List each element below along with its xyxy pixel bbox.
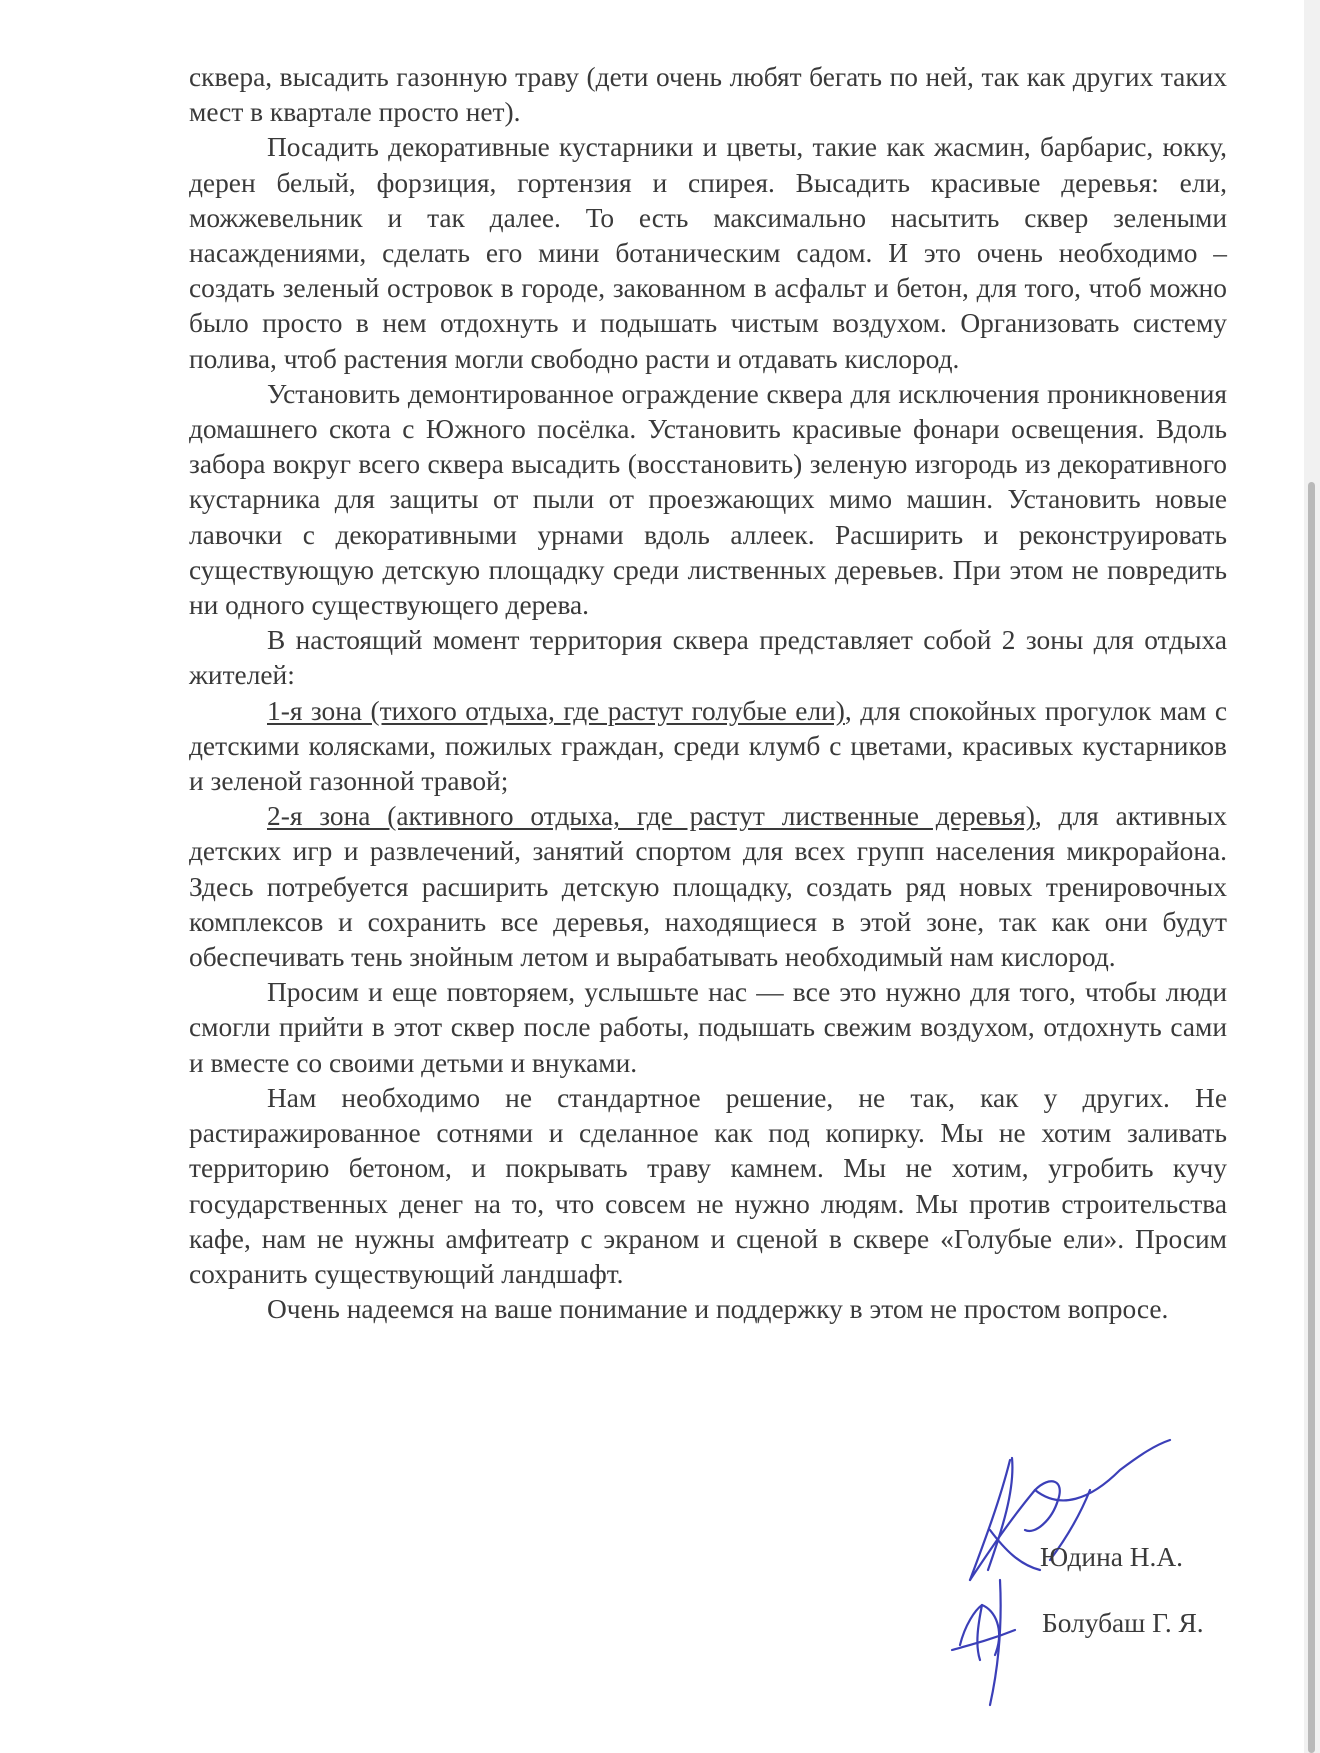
paragraph-4: В настоящий момент территория сквера представляет собой 2 зоны для отдыха жителей: <box>189 625 1227 691</box>
paragraph-1: сквера, высадить газонную траву (дети очень любят бегать по ней, так как других таких мест в квартале просто нет). <box>189 62 1227 128</box>
paragraph-6: Нам необходимо не стандартное решение, не так, как у других. Не растиражированное сотнями и сделанное как под копирку. Мы не хотим заливать территорию бетоном, и покрывать траву камнем. Мы не хотим, угробить кучу государственных денег на то, что совсем не нужно людям. Мы против строительства кафе, нам не нужны амфитеатр с экраном и сценой в сквере «Голубые ели». Просим сохранить существующий ландшафт. <box>189 1082 1227 1289</box>
signature-block <box>940 1430 1240 1710</box>
letter-body <box>189 60 1227 1327</box>
zone-1-title: 1-я зона (тихого отдыха, где растут голубые ели) <box>267 695 845 726</box>
signatory-name-1: Юдина Н.А. <box>1040 1542 1183 1572</box>
zone-2-title: 2-я зона (активного отдыха, где растут лиственные деревья) <box>267 801 1035 832</box>
signatory-name-2: Болубаш Г. Я. <box>1042 1608 1204 1638</box>
paragraph-7: Очень надеемся на ваше понимание и поддержку в этом не простом вопросе. <box>267 1294 1169 1325</box>
paragraph-3: Установить демонтированное ограждение сквера для исключения проникновения домашнего скота с Южного посёлка. Установить красивые фонари освещения. Вдоль забора вокруг всего сквера высадить (восстановить) зеленую изгородь из декоративного кустарника для защиты от пыли от проезжающих мимо машин. Установить новые лавочки с декоративными урнами вдоль аллеек. Расширить и реконструировать существующую детскую площадку среди лиственных деревьев. При этом не повредить ни одного существующего дерева. <box>189 378 1227 621</box>
zone-2-text: , для активных детских игр и развлечений, занятий спортом для всех групп населения микрорайона. Здесь потребуется расширить детскую площадку, создать ряд новых тренировочных комплексов и сохранить все деревья, находящиеся в этой зоне, так как они будут обеспечивать тень знойным летом и вырабатывать необходимый нам кислород. <box>189 801 1227 973</box>
vertical-scrollbar[interactable] <box>1304 0 1320 1753</box>
paragraph-5: Просим и еще повторяем, услышьте нас — все это нужно для того, чтобы люди смогли прийти в этот сквер после работы, подышать свежим воздухом, отдохнуть сами и вместе со своими детьми и внуками. <box>189 977 1227 1078</box>
paragraph-2: Посадить декоративные кустарники и цветы, такие как жасмин, барбарис, юкку, дерен белый, форзиция, гортензия и спирея. Высадить красивые деревья: ели, можжевельник и так далее. То есть максимально насытить сквер зелеными насаждениями, сделать его мини ботаническим садом. И это очень необходимо – создать зеленый островок в городе, закованном в асфальт и бетон, для того, чтоб можно было просто в нем отдохнуть и подышать чистым воздухом. Организовать систему полива, чтоб растения могли свободно расти и отдавать кислород. <box>189 132 1227 374</box>
zone-1-text: , для спокойных прогулок мам с детскими колясками, пожилых граждан, среди клумб с цветами, красивых кустарников и зеленой газонной травой; <box>189 695 1227 797</box>
zone-2-paragraph <box>189 799 1227 975</box>
zone-1-paragraph <box>189 694 1227 800</box>
scrollbar-thumb[interactable] <box>1308 482 1315 1753</box>
